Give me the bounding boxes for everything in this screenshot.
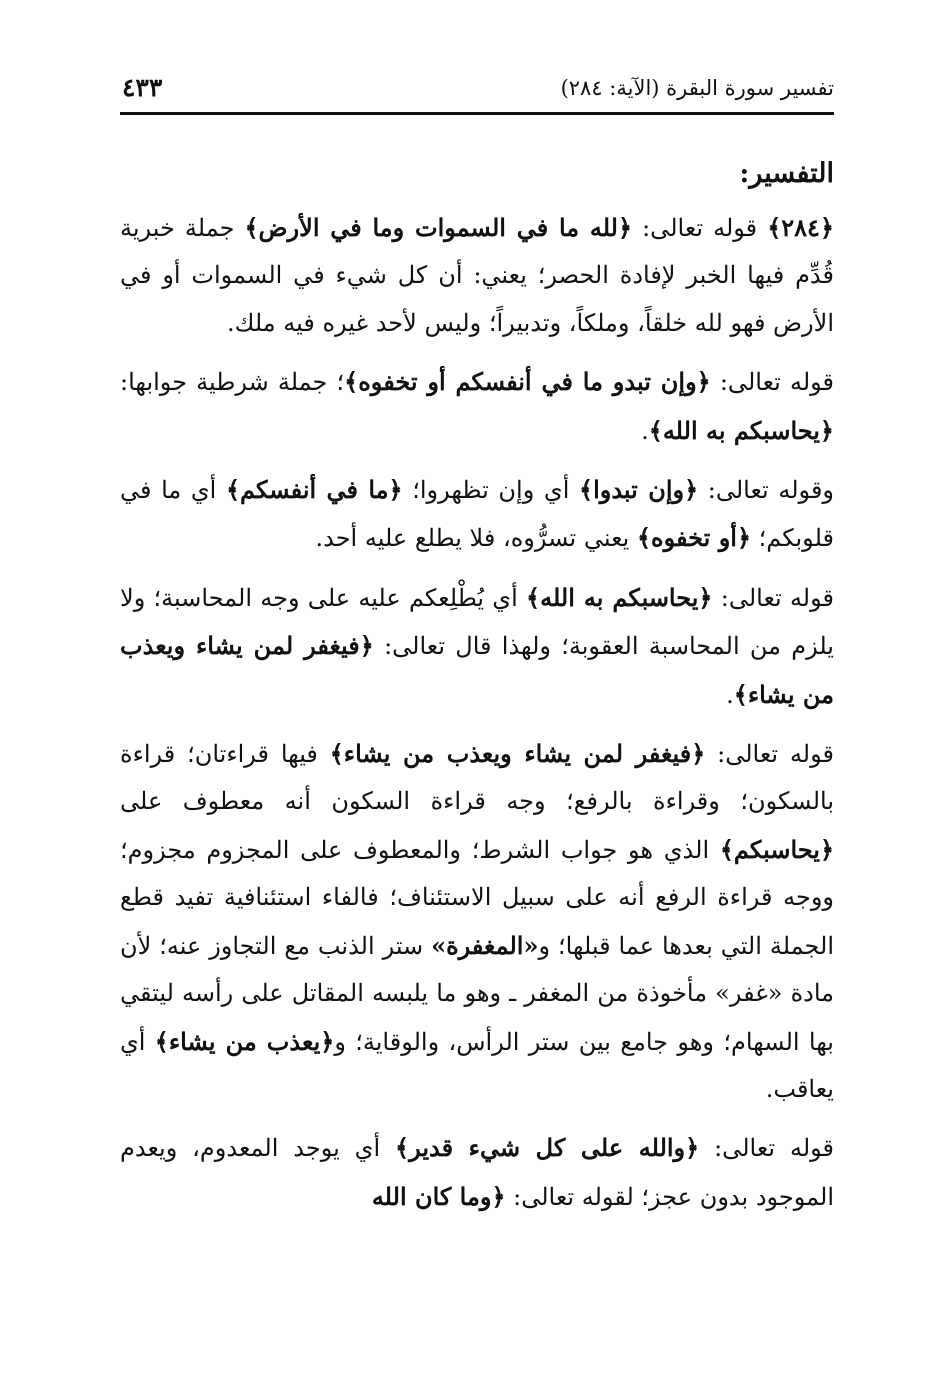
quran-quote: ﴿يحاسبكم به الله﴾: [648, 415, 834, 445]
quran-quote: ﴿يحاسبكم﴾: [719, 834, 834, 864]
paragraph-text: .: [726, 680, 734, 709]
paragraph-text: يعني تسرُّوه، فلا يطلع عليه أحد.: [315, 524, 637, 553]
paragraph-text: قوله تعالى:: [712, 583, 834, 612]
quran-quote: ﴿يحاسبكم به الله﴾: [526, 582, 713, 612]
paragraph-text: أي يُطْلِعكم عليه على وجه المحاسبة؛ ولا يلزم من المحاسبة العقوبة؛ ولهذا قال تعالى:: [120, 583, 834, 661]
page-number: ٤٣٣: [122, 73, 163, 102]
quran-quote: ﴿وإن تبدو ما في أنفسكم أو تخفوه﴾: [344, 367, 711, 397]
quran-quote: ﴿أو تخفوه﴾: [636, 523, 752, 553]
paragraph: [120, 358, 834, 455]
paragraph-text: ستر الذنب مع التجاوز عنه؛ لأن مادة «غفر» مأخوذة من المغفر ـ وهو ما يلبسه المقاتل على رأسه ليتقي بها السهام؛ وهو جامع بين ستر الرأس، والوقاية؛ و: [120, 931, 834, 1056]
header-rule: [120, 112, 834, 115]
paragraph: [120, 1124, 834, 1221]
quran-quote: «المغفرة»: [431, 930, 539, 960]
paragraph-text: الذي هو جواب الشرط؛ والمعطوف على المجزوم مجزوم؛ ووجه قراءة الرفع أنه على سبيل الاستئناف؛ فالفاء استئنافية تفيد قطع الجملة التي بعدها عما قبلها؛ و: [120, 835, 834, 960]
tafsir-body: [120, 148, 834, 1232]
quran-quote: ﴿فيغفر لمن يشاء ويعذب من يشاء﴾: [120, 631, 834, 709]
quran-quote: ﴿٢٨٤﴾: [767, 213, 834, 242]
paragraph: [120, 204, 834, 347]
paragraph-text: قوله تعالى:: [705, 740, 834, 769]
paragraph-list: [120, 204, 834, 1221]
running-title: تفسير سورة البقرة (الآية: ٢٨٤): [560, 76, 834, 100]
paragraph-text: أي يوجد المعدوم، ويعدم الموجود بدون عجز؛ لقوله تعالى:: [120, 1134, 834, 1211]
quran-quote: ﴿لله ما في السموات وما في الأرض﴾: [244, 213, 633, 242]
paragraph: [120, 466, 834, 563]
paragraph-text: قوله تعالى:: [710, 368, 834, 397]
quran-quote: ﴿وما كان الله: [371, 1181, 506, 1211]
paragraph-text: قوله تعالى:: [699, 1134, 834, 1163]
paragraph-text: أي وإن تظهروا؛: [402, 476, 579, 505]
paragraph-text: أي يعاقب.: [120, 1027, 834, 1103]
paragraph: [120, 574, 834, 719]
page-header: [122, 62, 834, 108]
paragraph-text: فيها قراءتان؛ قراءة بالسكون؛ وقراءة بالرفع؛ وجه قراءة السكون أنه معطوف على: [120, 740, 834, 816]
paragraph-text: قوله تعالى:: [632, 214, 768, 242]
quran-quote: ﴿وإن تبدوا﴾: [579, 475, 699, 505]
quran-quote: ﴿يعذب من يشاء﴾: [154, 1026, 335, 1056]
paragraph-text: جملة خبرية قُدِّم فيها الخبر لإفادة الحصر؛ يعني: أن كل شيء في السموات أو في الأرض فهو لله خلقاً، وملكاً، وتدبيراً؛ وليس لأحد غيره فيه ملك.: [120, 214, 834, 337]
section-heading: التفسير:: [739, 158, 834, 189]
paragraph-text: ؛ جملة شرطية جوابها:: [120, 368, 345, 397]
quran-quote: ﴿والله على كل شيء قدير﴾: [395, 1133, 700, 1163]
paragraph-text: أي ما في قلوبكم؛: [120, 476, 834, 553]
paragraph: [120, 730, 834, 1113]
quran-quote: ﴿فيغفر لمن يشاء ويعذب من يشاء﴾: [329, 739, 706, 769]
paragraph-text: وقوله تعالى:: [698, 476, 835, 505]
paragraph-text: .: [641, 416, 649, 445]
quran-quote: ﴿ما في أنفسكم﴾: [225, 475, 403, 505]
